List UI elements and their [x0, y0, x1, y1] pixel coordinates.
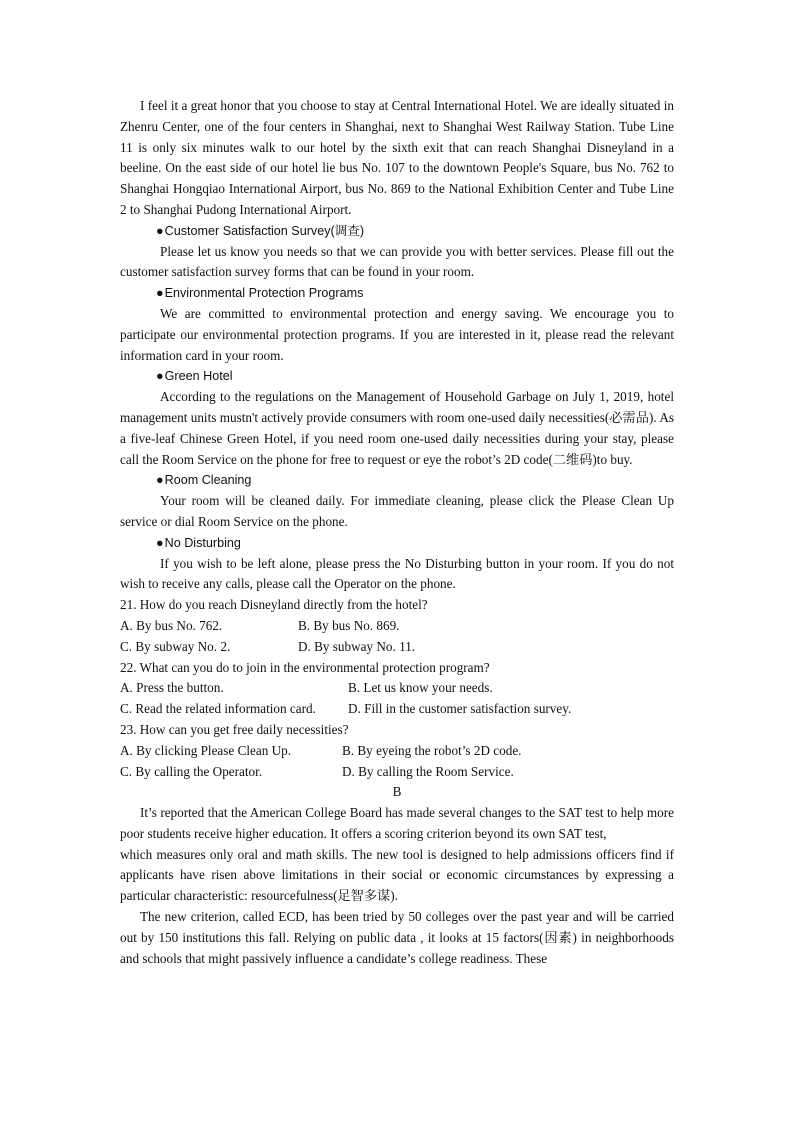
options-row	[120, 637, 674, 658]
section-title: Customer Satisfaction Survey(调查)	[164, 223, 365, 238]
document-page	[120, 96, 674, 969]
options-row	[120, 678, 674, 699]
question-23: 23. How can you get free daily necessities?	[120, 721, 349, 737]
section-title: Room Cleaning	[164, 473, 252, 488]
section-heading-survey	[120, 221, 674, 242]
intro-paragraph: I feel it a great honor that you choose to stay at Central International Hotel. We are ideally situated in Zhenru Center, one of the four centers in Shanghai, next to Shanghai West Railway Station. Tube Line 11 is only six minutes walk to our hotel by the sixth exit that can reach Shanghai Disneyland in a beeline. On the east side of our hotel lie bus No. 107 to the downtown People's Square, bus No. 762 to Shanghai Hongqiao International Airport, bus No. 869 to the National Exhibition Center and Tube Line 2 to Shanghai Pudong International Airport.	[120, 98, 674, 217]
option-b: B. Let us know your needs.	[348, 680, 493, 696]
section-heading-green-hotel	[120, 366, 674, 387]
section-title: No Disturbing	[164, 535, 241, 550]
section-body-no-disturbing: If you wish to be left alone, please press the No Disturbing button in your room. If you do not wish to receive any calls, please call the Operator on the phone.	[120, 555, 674, 592]
option-d: D. By calling the Room Service.	[342, 763, 514, 779]
section-body-survey: Please let us know you needs so that we can provide you with better services. Please fill out the customer satisfaction survey forms that can be found in your room.	[120, 243, 674, 280]
question-21: 21. How do you reach Disneyland directly from the hotel?	[120, 597, 428, 613]
option-c: C. By calling the Operator.	[120, 763, 263, 779]
bullet-icon: ●	[156, 286, 164, 301]
options-row	[120, 616, 674, 637]
section-heading-environment	[120, 283, 674, 304]
option-a: A. By bus No. 762.	[120, 617, 223, 633]
passage-b-paragraph-1b: which measures only oral and math skills. The new tool is designed to help admissions officers find if applicants have risen above limitations in their social or economic circumstances by expressing a particular characteristic: resourcefulness(足智多谋).	[120, 846, 674, 904]
option-b: B. By eyeing the robot’s 2D code.	[342, 742, 522, 758]
option-d: D. Fill in the customer satisfaction survey.	[348, 701, 572, 717]
section-title: Green Hotel	[164, 369, 233, 384]
passage-b-paragraph-1a: It’s reported that the American College Board has made several changes to the SAT test to help more poor students receive higher education. It offers a scoring criterion beyond its own SAT test,	[120, 805, 674, 841]
section-body-room-cleaning: Your room will be cleaned daily. For immediate cleaning, please click the Please Clean Up service or dial Room Service on the phone.	[120, 493, 674, 529]
passage-b-paragraph-2: The new criterion, called ECD, has been tried by 50 colleges over the past year and will be carried out by 150 institutions this fall. Relying on public data , it looks at 15 factors(因素) in neighborhoods and schools that might passively influence a candidate’s college readiness. These	[120, 909, 674, 966]
option-b: B. By bus No. 869.	[298, 617, 400, 633]
passage-label: B	[392, 784, 402, 800]
option-d: D. By subway No. 11.	[298, 638, 416, 654]
section-heading-no-disturbing	[120, 533, 674, 554]
section-body-environment: We are committed to environmental protection and energy saving. We encourage you to participate our environmental protection programs. If you are interested in it, please read the relevant information card in your room.	[120, 305, 674, 363]
options-row	[120, 699, 674, 720]
options-row	[120, 741, 674, 762]
section-heading-room-cleaning	[120, 470, 674, 491]
question-22: 22. What can you do to join in the environmental protection program?	[120, 659, 490, 675]
bullet-icon: ●	[156, 369, 164, 384]
section-title: Environmental Protection Programs	[164, 286, 364, 301]
section-body-green-hotel: According to the regulations on the Management of Household Garbage on July 1, 2019, hotel management units mustn't actively provide consumers with room one-used daily necessities(必需品). As a five-leaf Chinese Green Hotel, if you need room one-used daily necessities during your stay, please call the Room Service on the phone for free to request or eye the robot’s 2D code(二维码)to buy.	[120, 389, 674, 467]
option-c: C. By subway No. 2.	[120, 638, 231, 654]
options-row	[120, 762, 674, 783]
bullet-icon: ●	[156, 223, 164, 238]
option-c: C. Read the related information card.	[120, 701, 316, 717]
bullet-icon: ●	[156, 473, 164, 488]
option-a: A. By clicking Please Clean Up.	[120, 742, 292, 758]
option-a: A. Press the button.	[120, 680, 224, 696]
bullet-icon: ●	[156, 535, 164, 550]
